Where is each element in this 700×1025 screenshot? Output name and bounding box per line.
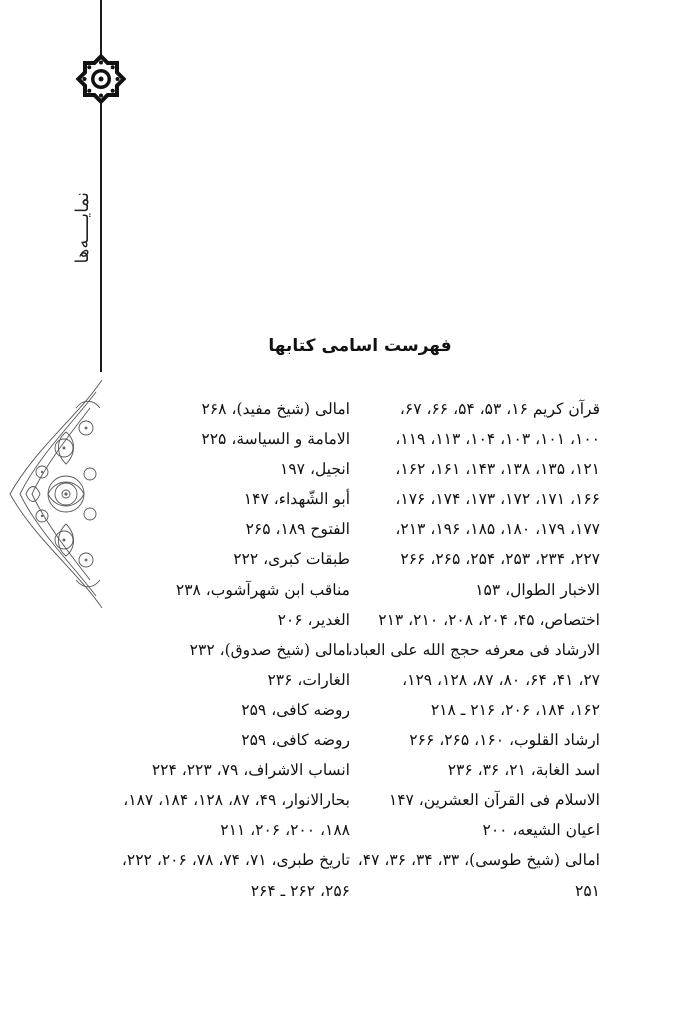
index-line: الغدیر، ۲۰۶ [277,610,350,629]
index-line: امالی (شیخ صدوق)، ۲۳۲ [189,640,350,659]
index-line: ارشاد القلوب، ۱۶۰، ۲۶۵، ۲۶۶ [409,731,600,750]
index-line: الارشاد فی معرفه حجج الله علی العباد، [347,640,600,659]
index-line: ۲۵۱ [575,881,600,900]
index-line: ۱۶۲، ۱۸۴، ۲۰۶، ۲۱۶ ـ ۲۱۸ [430,700,600,719]
index-line: ۱۶۶، ۱۷۱، ۱۷۲، ۱۷۳، ۱۷۴، ۱۷۶، [395,490,600,509]
index-line: قرآن کریم ۱۶، ۵۳، ۵۴، ۶۶، ۶۷، [399,400,600,418]
octagram-medallion-icon [72,50,130,108]
index-line: الفتوح ۱۸۹، ۲۶۵ [245,520,350,539]
index-column-left [120,394,350,906]
index-line: الاسلام فی القرآن العشرین، ۱۴۷ [388,791,600,810]
index-column-right [347,394,600,906]
index-line: اسد الغابة، ۲۱، ۳۶، ۲۳۶ [447,761,600,780]
index-line: انجیل، ۱۹۷ [280,460,350,479]
index-line: ۱۲۱، ۱۳۵، ۱۳۸، ۱۴۳، ۱۶۱، ۱۶۲، [395,460,600,479]
index-line: امالی (شیخ مفید)، ۲۶۸ [201,400,350,418]
index-line: الغارات، ۲۳۶ [267,670,350,689]
index-line: ۱۸۸، ۲۰۰، ۲۰۶، ۲۱۱ [220,821,350,840]
index-line: طبقات کبری، ۲۲۲ [233,550,350,569]
index-line: ۱۰۰، ۱۰۱، ۱۰۳، ۱۰۴، ۱۱۳، ۱۱۹، [395,430,600,449]
index-line: ۱۷۷، ۱۷۹، ۱۸۰، ۱۸۵، ۱۹۶، ۲۱۳، [395,520,600,539]
index-line: امالی (شیخ طوسی)، ۳۳، ۳۴، ۳۶، ۴۷، [357,851,600,870]
floral-ornament-icon [6,378,106,610]
page-heading: فهرست اسامی کتابها [268,336,452,356]
index-line: اعیان الشیعه، ۲۰۰ [482,821,600,840]
index-line: الامامة و السیاسة، ۲۲۵ [201,430,350,449]
index-line: بحارالانوار، ۴۹، ۸۷، ۱۲۸، ۱۸۴، ۱۸۷، [123,791,350,810]
index-line: ۲۵۶، ۲۶۲ ـ ۲۶۴ [250,881,350,900]
index-line: انساب الاشراف، ۷۹، ۲۲۳، ۲۲۴ [151,761,350,780]
index-line: تاریخ طبری، ۷۱، ۷۴، ۷۸، ۲۰۶، ۲۲۲، [121,851,350,870]
index-line: ۲۲۷، ۲۳۴، ۲۵۳، ۲۵۴، ۲۶۵، ۲۶۶ [400,550,600,569]
section-side-title: نمایــــه‌ها [72,192,93,264]
index-line: مناقب ابن شهرآشوب، ۲۳۸ [175,580,350,599]
index-line: اختصاص، ۴۵، ۲۰۴، ۲۰۸، ۲۱۰، ۲۱۳ [378,610,600,629]
index-line: ۲۷، ۴۱، ۶۴، ۸۰، ۸۷، ۱۲۸، ۱۲۹، [402,670,600,689]
index-line: روضه کافی، ۲۵۹ [241,731,350,750]
index-line: الاخبار الطوال، ۱۵۳ [475,580,600,599]
index-line: روضه کافی، ۲۵۹ [241,700,350,719]
index-line: أبو الشّهداء، ۱۴۷ [243,490,350,509]
